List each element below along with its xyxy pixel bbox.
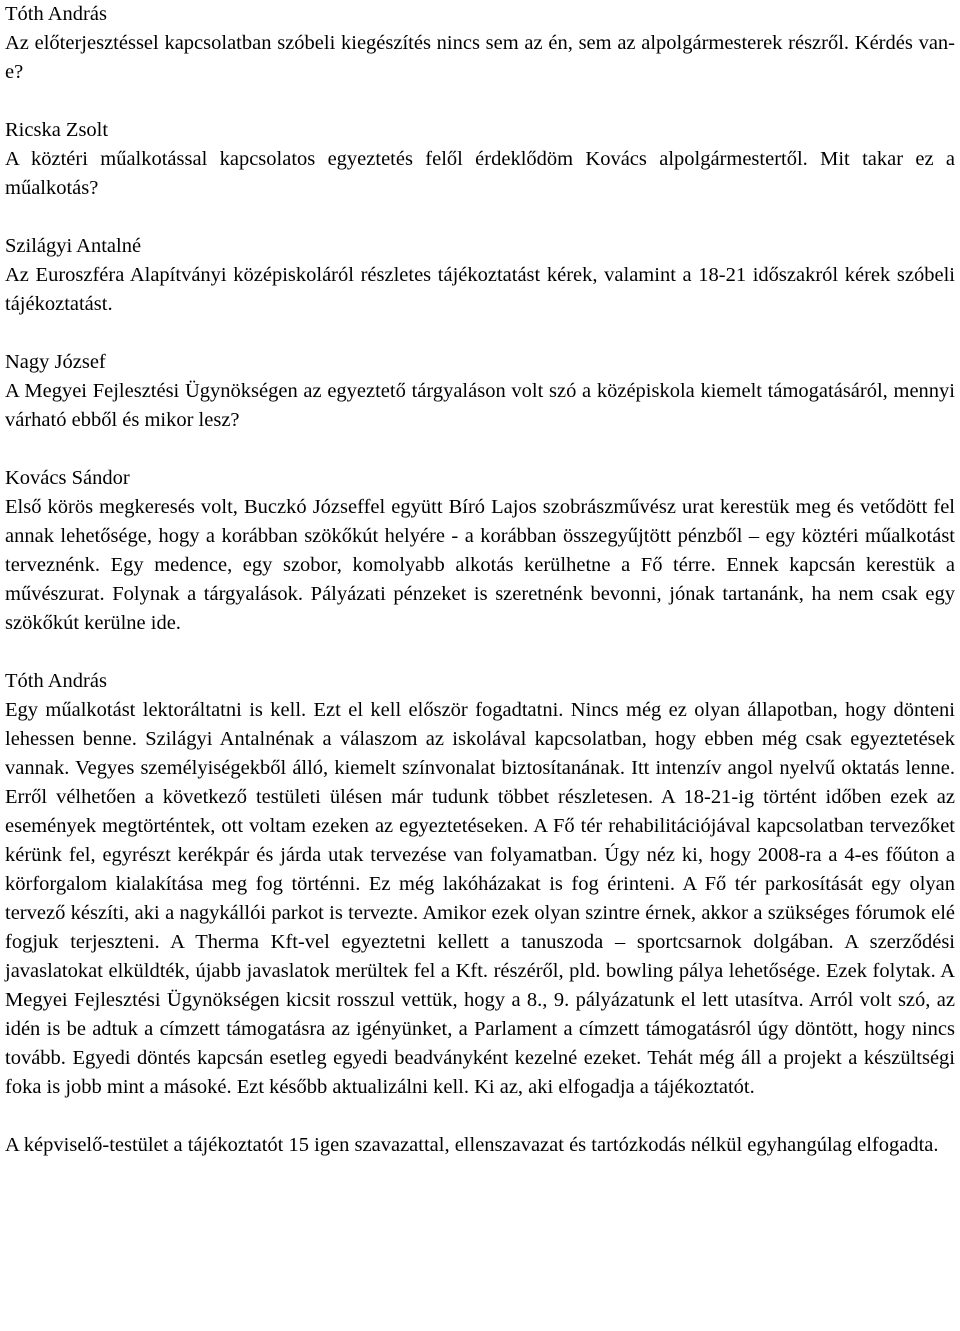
speech-text: A köztéri műalkotással kapcsolatos egyeztetés felől érdeklődöm Kovács alpolgármestertől. Mit takar ez a műalkotás? [5,148,955,199]
resolution-text: A képviselő-testület a tájékoztatót 15 igen szavazattal, ellenszavazat és tartózkodás nélkül egyhangúlag elfogadta. [5,1134,939,1156]
speech-text: Első körös megkeresés volt, Buczkó Józseffel együtt Bíró Lajos szobrászművész urat kerestük meg és vetődött fel annak lehetősége, hogy a korábban szökőkút helyére - a korábban összegyűjtött pénzből – egy köztéri műalkotást terveznénk. Egy medence, egy szobor, komolyabb alkotás kerülhetne a Fő térre. Ennek kapcsán kerestük a művészurat. Folynak a tárgyalások. Pályázati pénzeket is szeretnénk bevonni, jónak tartanánk, ha nem csak egy szökőkút kerülne ide. [5,496,955,634]
speech-block [5,116,955,203]
resolution-block [5,1131,955,1160]
speaker-name: Kovács Sándor [5,467,130,489]
speech-text: Az előterjesztéssel kapcsolatban szóbeli kiegészítés nincs sem az én, sem az alpolgármesterek részről. Kérdés van-e? [5,32,955,83]
speech-text: Egy műalkotást lektoráltatni is kell. Ezt el kell először fogadtatni. Nincs még ez olyan állapotban, hogy dönteni lehessen benne. Szilágyi Antalnénak a válaszom az iskolával kapcsolatban, hogy ebben még csak egyeztetések vannak. Vegyes személyiségekből álló, kiemelt színvonalat biztosítanának. Itt intenzív angol nyelvű oktatás lenne. Erről vélhetően a következő testületi ülésen már tudunk többet részletesen. A 18-21-ig történt időben ezek az események megtörténtek, ott voltam ezeken az egyeztetéseken. A Fő tér rehabilitációjával kapcsolatban tervezőket kérünk fel, egyrészt kerékpár és járda utak tervezése van folyamatban. Úgy néz ki, hogy 2008-ra a 4-es főúton a körforgalom kialakítása meg fog történni. Ez még lakóházakat is fog érinteni. A Fő tér parkosítását egy olyan tervező készíti, aki a nagykállói parkot is tervezte. Amikor ezek olyan szintre érnek, akkor a szükséges fórumok elé fogjuk terjeszteni. A Therma Kft-vel egyeztetni kellett a tanuszoda – sportcsarnok dolgában. A szerződési javaslatokat elküldték, újabb javaslatok merültek fel a Kft. részéről, pld. bowling pálya lehetősége. Ezek folytak. A Megyei Fejlesztési Ügynökségen kicsit rosszul vettük, hogy a 8., 9. pályázatunk el lett utasítva. Arról volt szó, az idén is be adtuk a címzett támogatásra az igényünket, a Parlament a címzett támogatásról úgy döntött, hogy nincs tovább. Egyedi döntés kapcsán esetleg egyedi beadványként kezelné ezeket. Tehát még áll a projekt a készültségi foka is jobb mint a másoké. Ezt később aktualizálni kell. Ki az, aki elfogadja a tájékoztatót. [5,699,955,1098]
speaker-name: Tóth András [5,3,107,25]
document-page [5,0,955,1189]
speech-text: Az Euroszféra Alapítványi középiskoláról részletes tájékoztatást kérek, valamint a 18-21 időszakról kérek szóbeli tájékoztatást. [5,264,955,315]
speech-block [5,348,955,435]
speaker-name: Ricska Zsolt [5,119,109,141]
speech-text: A Megyei Fejlesztési Ügynökségen az egyeztető tárgyaláson volt szó a középiskola kiemelt támogatásáról, mennyi várható ebből és mikor lesz? [5,380,955,431]
speaker-name: Tóth András [5,670,107,692]
speaker-name: Szilágyi Antalné [5,235,142,257]
speech-block [5,667,955,1102]
speech-block [5,232,955,319]
speech-block [5,0,955,87]
speaker-name: Nagy József [5,351,106,373]
speech-block [5,464,955,638]
